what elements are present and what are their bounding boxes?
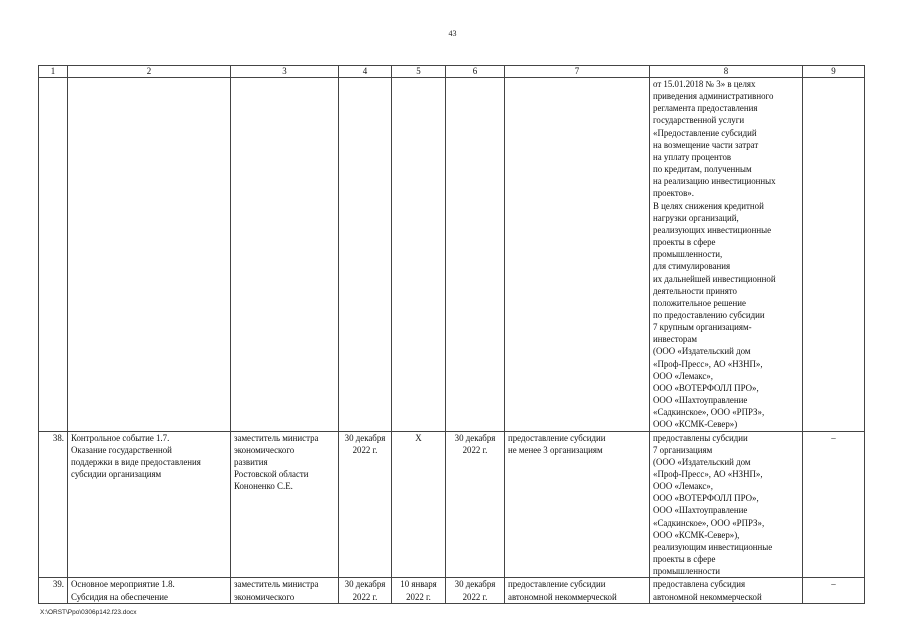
header-col-3: 3 bbox=[231, 66, 339, 78]
cell-text-line: промышленности, bbox=[653, 249, 723, 260]
actual-result-cell bbox=[650, 578, 803, 603]
notes-cell bbox=[803, 578, 865, 603]
cell-text-line: экономического bbox=[234, 591, 295, 602]
cell-text-line: предоставлены субсидии bbox=[653, 432, 748, 443]
actual-result-cell bbox=[650, 431, 803, 578]
cell-text-line: приведения административного bbox=[653, 91, 774, 102]
cell-text-line: ООО «ВОТЕРФОЛЛ ПРО», bbox=[653, 382, 759, 393]
cell-text-line: по кредитам, полученным bbox=[653, 164, 752, 175]
header-col-9: 9 bbox=[803, 66, 865, 78]
header-col-7: 7 bbox=[505, 66, 650, 78]
cell-text-line: «Проф-Пресс», АО «НЗНП», bbox=[653, 469, 763, 479]
cell-text-line: 2022 г. bbox=[406, 591, 431, 602]
cell-text-line: деятельности принято bbox=[653, 285, 737, 296]
cell-text-line: Ростовской области bbox=[234, 469, 309, 479]
cell-text-line: ООО «КСМК-Север»), bbox=[653, 529, 740, 540]
cell-text-line: по предоставлению субсидии bbox=[653, 309, 765, 320]
result-cell bbox=[650, 78, 803, 432]
file-path-footer: X:\ORST\Ppo\0306p142.f23.docx bbox=[40, 609, 137, 616]
cell-text-line: для стимулирования bbox=[653, 261, 731, 272]
responsible-cell bbox=[231, 431, 339, 578]
cell-text-line: от 15.01.2018 № 3» в целях bbox=[653, 79, 756, 89]
cell bbox=[39, 78, 68, 432]
header-col-4: 4 bbox=[339, 66, 392, 78]
cell-text-line: предоставление субсидии bbox=[508, 432, 606, 443]
actual-end-cell bbox=[446, 431, 505, 578]
header-row bbox=[39, 66, 865, 78]
cell-text-line: автономной некоммерческой bbox=[653, 591, 762, 602]
cell-text-line: промышленности bbox=[653, 566, 720, 577]
cell-text-line: – bbox=[831, 579, 836, 590]
cell-text-line: (ООО «Издательский дом bbox=[653, 346, 751, 357]
cell-text-line: «Садкинское», ООО «РПРЗ», bbox=[653, 517, 765, 528]
cell bbox=[446, 78, 505, 432]
cell-text-line: заместитель министра bbox=[234, 432, 319, 443]
cell-text-line: предоставлена субсидия bbox=[653, 579, 746, 590]
cell-text-line: 30 декабря bbox=[454, 579, 496, 590]
cell-text-line: не менее 3 организациям bbox=[508, 444, 603, 455]
cell bbox=[339, 78, 392, 432]
cell-text-line: на уплату процентов bbox=[653, 151, 732, 162]
header-col-1: 1 bbox=[39, 66, 68, 78]
cell-text-line: положительное решение bbox=[653, 297, 746, 308]
header-col-6: 6 bbox=[446, 66, 505, 78]
cell-text-line: 2022 г. bbox=[352, 444, 378, 455]
cell-text-line: государственной услуги bbox=[653, 115, 745, 126]
cell-text-line: Кононенко С.Е. bbox=[234, 481, 293, 492]
cell-text-line: проектов». bbox=[653, 188, 694, 199]
cell-text-line: 30 декабря bbox=[454, 432, 496, 443]
cell-text-line: 2022 г. bbox=[462, 591, 488, 602]
cell-text-line: X bbox=[415, 432, 422, 443]
cell-text-line: субсидии организациям bbox=[71, 469, 162, 479]
cell-text-line: 2022 г. bbox=[352, 591, 378, 602]
planned-date-cell bbox=[339, 431, 392, 578]
header-col-5: 5 bbox=[392, 66, 446, 78]
actual-start-cell bbox=[392, 431, 446, 578]
cell-text-line: (ООО «Издательский дом bbox=[653, 456, 751, 467]
event-name-cell bbox=[68, 578, 231, 603]
cell-text-line: Контрольное событие 1.7. bbox=[71, 432, 170, 443]
cell bbox=[505, 78, 650, 432]
notes-cell bbox=[803, 431, 865, 578]
cell-text-line: В целях снижения кредитной bbox=[653, 200, 764, 211]
cell-text-line: ООО «Лемакс», bbox=[653, 370, 713, 381]
header-col-2: 2 bbox=[68, 66, 231, 78]
cell-text-line: ООО «Шахтоуправление bbox=[653, 395, 748, 406]
cell-text-line: 7 организациям bbox=[653, 444, 713, 455]
actual-start-cell bbox=[392, 578, 446, 603]
cell-text-line: 7 крупным организациям- bbox=[653, 322, 752, 333]
cell-text-line: проекты в сфере bbox=[653, 237, 716, 248]
cell-text-line: ООО «ВОТЕРФОЛЛ ПРО», bbox=[653, 493, 759, 504]
row-number: 39. bbox=[39, 578, 68, 603]
header-col-8: 8 bbox=[650, 66, 803, 78]
responsible-cell bbox=[231, 578, 339, 603]
actual-end-cell bbox=[446, 578, 505, 603]
cell-text-line: заместитель министра bbox=[234, 579, 319, 590]
cell-text-line: Субсидия на обеспечение bbox=[71, 591, 168, 602]
cell-text-line: 30 декабря bbox=[344, 579, 386, 590]
cell-text-line: поддержки в виде предоставления bbox=[71, 456, 201, 467]
cell-text-line: ООО «КСМК-Север») bbox=[653, 419, 738, 430]
cell-text-line: автономной некоммерческой bbox=[508, 591, 617, 602]
planned-result-cell bbox=[505, 578, 650, 603]
cell bbox=[803, 78, 865, 432]
cell-text-line: проекты в сфере bbox=[653, 554, 716, 565]
cell-text-line: развития bbox=[234, 456, 268, 467]
cell-text-line: «Садкинское», ООО «РПРЗ», bbox=[653, 407, 765, 418]
cell-text-line: реализующих инвестиционные bbox=[653, 224, 772, 235]
cell-text-line: реализующим инвестиционные bbox=[653, 541, 773, 552]
cell-text-line: Оказание государственной bbox=[71, 444, 172, 455]
cell-text-line: нагрузки организаций, bbox=[653, 212, 739, 223]
page-number: 43 bbox=[448, 29, 457, 38]
cell-text-line: предоставление субсидии bbox=[508, 579, 606, 590]
table-row-39 bbox=[39, 578, 865, 603]
cell-text-line: инвесторам bbox=[653, 334, 697, 345]
cell-text-line: Основное мероприятие 1.8. bbox=[71, 579, 175, 590]
cell-text-line: «Проф-Пресс», АО «НЗНП», bbox=[653, 358, 763, 369]
planned-result-cell bbox=[505, 431, 650, 578]
row-number: 38. bbox=[39, 431, 68, 578]
cell-text-line: на реализацию инвестиционных bbox=[653, 176, 776, 187]
cell-text-line: регламента предоставления bbox=[653, 103, 758, 114]
cell bbox=[392, 78, 446, 432]
table-row-continued bbox=[39, 78, 865, 432]
cell bbox=[231, 78, 339, 432]
cell-text-line: – bbox=[831, 432, 836, 443]
table-row-38 bbox=[39, 431, 865, 578]
cell-text-line: их дальнейшей инвестиционной bbox=[653, 273, 776, 284]
event-name-cell bbox=[68, 431, 231, 578]
cell-text-line: «Предоставление субсидий bbox=[653, 127, 757, 138]
cell-text-line: 30 декабря bbox=[344, 432, 386, 443]
cell-text-line: на возмещение части затрат bbox=[653, 139, 759, 150]
cell-text-line: 2022 г. bbox=[462, 444, 488, 455]
cell-text-line: ООО «Лемакс», bbox=[653, 481, 713, 492]
cell-text-line: экономического bbox=[234, 444, 295, 455]
planned-date-cell bbox=[339, 578, 392, 603]
cell-text-line: ООО «Шахтоуправление bbox=[653, 505, 748, 516]
cell-text-line: 10 января bbox=[400, 579, 437, 590]
cell bbox=[68, 78, 231, 432]
report-table bbox=[38, 65, 865, 604]
